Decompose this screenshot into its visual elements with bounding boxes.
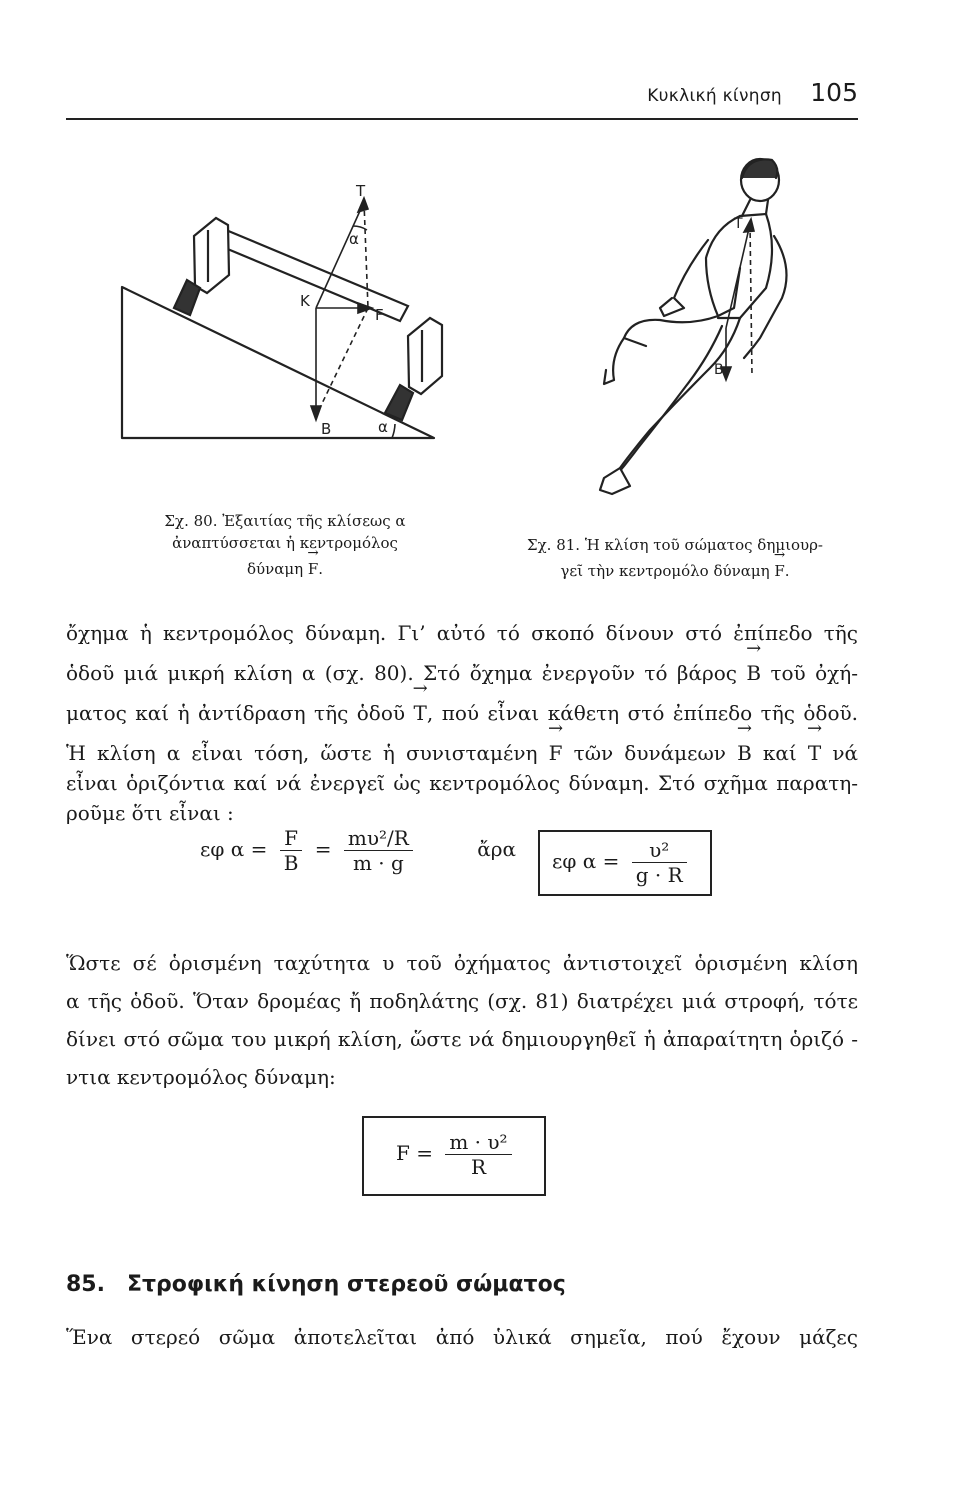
boxed-equation-tangent bbox=[538, 830, 712, 896]
box1-fraction: $\frac{\text{υ²}}{g \cdot R}$ bbox=[632, 838, 687, 887]
para2-line3: δίνει στό σῶμα του μικρή κλίση, ὥστε νά δημιουργηθεῖ ἡ ἀπαραίτητη ὁριζό - bbox=[66, 1027, 858, 1051]
figure-80-caption bbox=[130, 510, 440, 580]
eq1-equals: = bbox=[314, 837, 332, 861]
box2-lhs: F = bbox=[396, 1141, 433, 1165]
runner-leg-back bbox=[624, 316, 718, 346]
para1-line3: ματος καί ἡ ἀντίδραση τῆς ὁδοῦ → T, πού εἶναι κάθετη στό ἐπίπεδο τῆς ὁδοῦ. bbox=[66, 694, 858, 732]
eq1-lhs: εφ α = bbox=[200, 837, 268, 861]
label-T: T bbox=[356, 182, 366, 200]
runner-arm-left bbox=[660, 240, 708, 316]
box1-lhs: εφ α = bbox=[552, 849, 620, 873]
label-B: B bbox=[321, 420, 332, 438]
figure-81-caption bbox=[496, 534, 854, 582]
caption-81-line1: Σχ. 81. Ἡ κλίση τοῦ σώματος δημιουρ- bbox=[526, 536, 823, 554]
vector-T-2: → T bbox=[808, 734, 821, 772]
car-axle bbox=[174, 218, 442, 420]
para1-line1: ὄχημα ἡ κεντρομόλος δύναμη. Γι’ αὐτό τό σκοπό δίνουν στό ἐπίπεδο τῆς bbox=[66, 621, 858, 645]
eq1-ara: ἄρα bbox=[477, 837, 516, 861]
para2-line2: α τῆς ὁδοῦ. Ὅταν δρομέας ἤ ποδηλάτης (σχ. 81) διατρέχει μιά στροφή, τότε bbox=[66, 989, 858, 1013]
page-number: 105 bbox=[810, 78, 858, 107]
runner-label-T: T bbox=[734, 216, 743, 232]
boxed-equation-centripetal bbox=[362, 1116, 546, 1196]
eq1-frac-mv2R-over-mg: $\frac{\text{mυ²/R}}{m \cdot g}$ bbox=[344, 826, 413, 875]
section-title: Στροφική κίνηση στερεοῦ σώματος bbox=[126, 1272, 566, 1297]
angle-arc-base bbox=[392, 424, 395, 438]
caption-81-line2: γεῖ τὴν κεντρομόλο δύναμη bbox=[560, 562, 775, 580]
paragraph-3 bbox=[66, 1318, 858, 1356]
section-heading bbox=[66, 1272, 566, 1297]
vector-T: → T bbox=[414, 694, 427, 732]
caption-80-vector-F: → F bbox=[308, 558, 318, 580]
label-F: F bbox=[375, 306, 384, 324]
para3-line1: Ἕνα στερεό σῶμα ἀποτελεῖται ἀπό ὑλικά σημεῖα, πού ἔχουν μάζες bbox=[66, 1325, 858, 1349]
figure-80-banked-road bbox=[110, 180, 470, 450]
header-rule bbox=[66, 118, 858, 120]
para1-line4: Ἡ κλίση α εἶναι τόση, ὥστε ἡ συνισταμένη → F τῶν δυνάμεων → B καί → T νά bbox=[66, 734, 858, 772]
paragraph-1 bbox=[66, 614, 858, 832]
wheel-right bbox=[408, 318, 442, 394]
para1-line6: ροῦμε ὅτι εἶναι : bbox=[66, 801, 234, 825]
label-K: K bbox=[300, 292, 310, 310]
box2-fraction: $\frac{\text{m · υ²}}{R}$ bbox=[445, 1130, 511, 1179]
vector-B-2: → B bbox=[737, 734, 752, 772]
force-vectors bbox=[311, 198, 372, 420]
caption-81-vector-F: → F bbox=[774, 560, 784, 582]
wheel-left bbox=[194, 218, 229, 293]
eq1-frac-F-over-B: $\frac{F}{B}$ bbox=[280, 826, 303, 875]
label-alpha-base: α bbox=[378, 418, 388, 436]
para2-line4: ντια κεντρομόλος δύναμη: bbox=[66, 1065, 336, 1089]
figure-81-runner bbox=[590, 148, 802, 506]
caption-80-end: . bbox=[318, 560, 324, 578]
caption-80-line3: δύναμη bbox=[246, 560, 308, 578]
label-alpha-top: α bbox=[349, 230, 359, 248]
vector-B: → B bbox=[746, 654, 761, 692]
caption-81-end: . bbox=[784, 562, 790, 580]
vector-F: → F bbox=[549, 734, 563, 772]
section-number: 85. bbox=[66, 1272, 105, 1297]
para1-line5: εἶναι ὁριζόντια καί νά ἐνεργεῖ ὡς κεντρομόλος δύναμη. Στό σχῆμα παρατη- bbox=[66, 771, 858, 795]
caption-80-line1: Σχ. 80. Ἐξαιτίας τῆς κλίσεως α bbox=[164, 512, 406, 530]
runner-label-B: B bbox=[714, 362, 724, 378]
caption-80-line2: ἀναπτύσσεται ἡ κεντρομόλος bbox=[172, 534, 398, 552]
para1-line2: ὁδοῦ μιά μικρή κλίση α (σχ. 80). Στό ὄχημα ἐνεργοῦν τό βάρος → B τοῦ ὀχή- bbox=[66, 654, 858, 692]
page-header bbox=[66, 78, 858, 120]
paragraph-2 bbox=[66, 944, 858, 1096]
running-title: Κυκλική κίνηση bbox=[647, 86, 782, 106]
equation-tangent bbox=[200, 826, 516, 875]
para2-line1: Ὥστε σέ ὁρισμένη ταχύτητα υ τοῦ ὀχήματος ἀντιστοιχεῖ ὁρισμένη κλίση bbox=[66, 951, 858, 975]
runner-force-vectors bbox=[721, 219, 754, 380]
